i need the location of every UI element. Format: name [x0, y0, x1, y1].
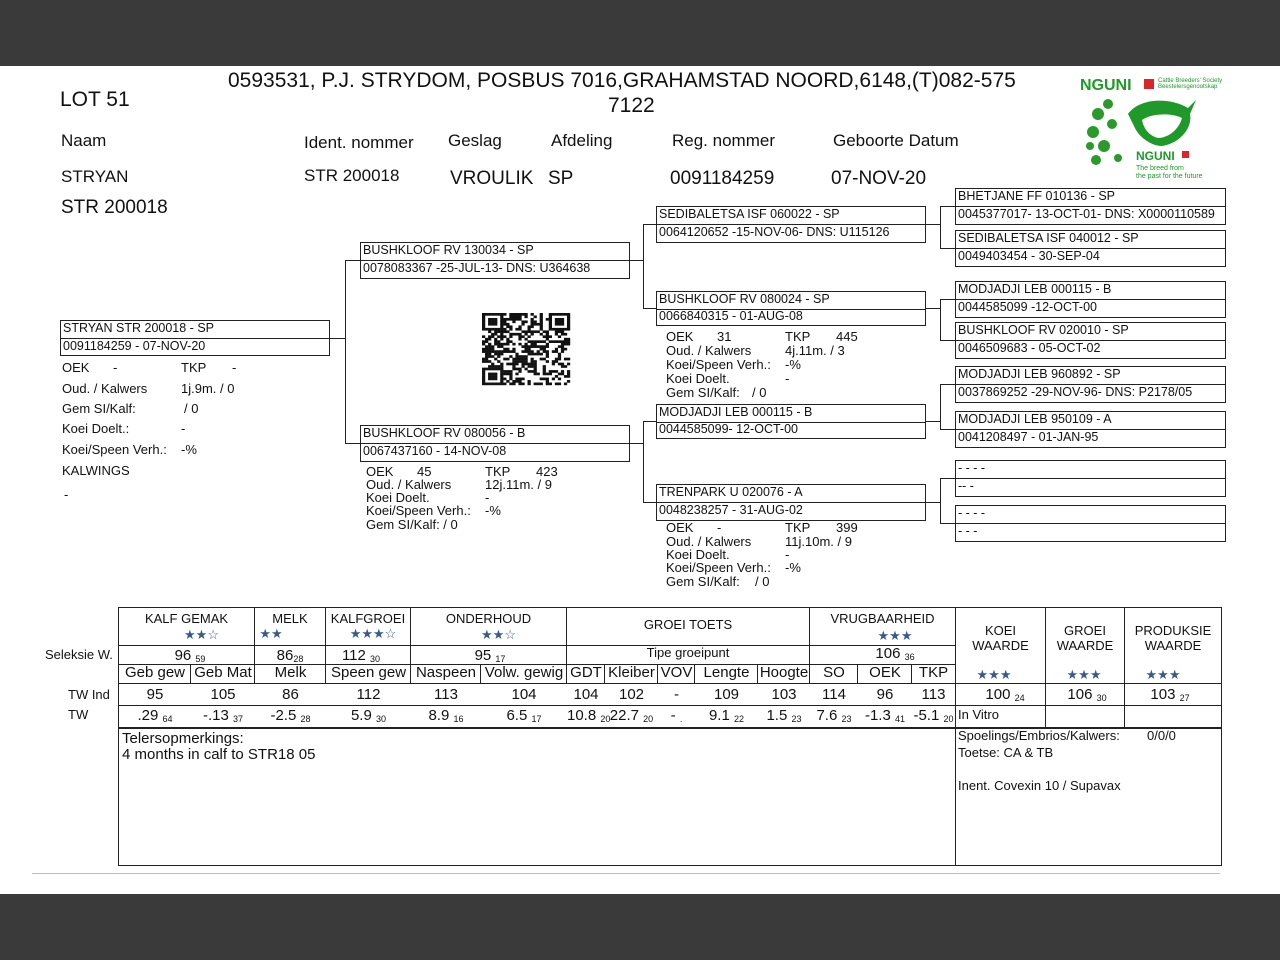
ss-line-2: 0064120652 -15-NOV-06- DNS: U115126	[659, 225, 890, 239]
gen3-5-line-1: MODJADJI LEB 960892 - SP	[958, 367, 1121, 381]
dd-tkp: 399	[836, 520, 858, 535]
col-header: Kleiber	[608, 664, 655, 681]
logo-tagline-1: The breed from	[1136, 165, 1184, 172]
pedigree-subject	[60, 320, 330, 356]
col-header: Volw. gewig	[484, 664, 564, 681]
tw-value-sub: 23	[791, 714, 802, 724]
tw-value-sub: 37	[233, 714, 244, 724]
dam-oek: 45	[417, 464, 432, 479]
subject-oek-label: OEK	[62, 360, 90, 375]
col-header: Lengte	[703, 664, 750, 681]
dd-tkp-label: TKP	[785, 520, 811, 535]
tw-value	[912, 707, 955, 724]
sel-melk-sub: 28	[293, 654, 304, 664]
inent-text: Inent. Covexin 10 / Supavax	[958, 778, 1121, 793]
group-vrugbaarheid-stars: ★★★	[877, 628, 913, 643]
dam-koei: -	[485, 490, 490, 505]
animal-name: STRYAN	[61, 167, 129, 186]
tw-ind-value: 112	[356, 686, 381, 703]
sire-line-2: 0078083367 -25-JUL-13- DNS: U364638	[363, 261, 591, 275]
tw-ind-value: 105	[210, 686, 236, 703]
logo-society-1: Cattle Breeders' Society	[1158, 78, 1223, 84]
subject-gem-label: Gem SI/Kalf:	[62, 401, 136, 416]
tw-value	[119, 707, 191, 724]
koei-waarde-stars: ★★★	[976, 667, 1012, 682]
subject-oud-label: Oud. / Kalwers	[62, 381, 148, 396]
pedigree-gen3-2	[955, 230, 1226, 267]
tw-ind-value: 95	[146, 686, 164, 703]
pedigree-sire-dam	[656, 291, 926, 326]
dd-oek-label: OEK	[666, 520, 694, 535]
tw-ind-value: 104	[511, 686, 537, 703]
sel-kalfgroei-value: 112	[341, 647, 366, 664]
group-onderhoud: ONDERHOUD	[445, 611, 532, 626]
col-header: Speen gew	[330, 664, 407, 681]
subject-oek: -	[113, 360, 118, 375]
subject-speen: -%	[181, 442, 197, 457]
tw-value	[411, 707, 481, 724]
koei-waarde-sub: 24	[1014, 693, 1025, 703]
col-header: GDT	[570, 664, 602, 681]
sd-koei: -	[785, 371, 790, 386]
gen3-3-line-2: 0044585099 -12-OCT-00	[958, 300, 1097, 314]
tw-ind-value: 103	[771, 686, 797, 703]
animal-ident: STR 200018	[304, 166, 400, 185]
qr-code	[482, 313, 570, 385]
produksie-waarde-l2: WAARDE	[1144, 638, 1202, 653]
koei-waarde-tw-ind	[965, 686, 1045, 703]
sel-melk	[260, 647, 320, 664]
top-dark-bar	[0, 0, 1280, 66]
dd-line-1: TRENPARK U 020076 - A	[659, 485, 803, 499]
tw-value-main: 6.5	[506, 707, 528, 724]
pedigree-gen3-7	[955, 460, 1226, 497]
gen3-4-line-1: BUSHKLOOF RV 020010 - SP	[958, 323, 1129, 337]
dam-oud: 12j.11m. / 9	[485, 477, 552, 492]
produksie-waarde-stars: ★★★	[1145, 667, 1181, 682]
tw-ind-value: -	[674, 686, 679, 703]
tipe-groeipunt: Tipe groeipunt	[646, 645, 730, 660]
sel-kalfgroei	[330, 647, 392, 664]
pedigree-gen3-1	[955, 188, 1226, 225]
label-geslag: Geslag	[448, 131, 502, 150]
ds-line-1: MODJADJI LEB 000115 - B	[659, 405, 813, 419]
tw-ind-value: 113	[921, 686, 946, 703]
label-reg: Reg. nommer	[672, 131, 775, 150]
groei-waarde-tw-ind	[1050, 686, 1124, 703]
pedigree-dam	[360, 425, 630, 462]
sel-vrugbaarheid-sub: 36	[904, 652, 915, 662]
col-header: Naspeen	[415, 664, 477, 681]
sel-vrugbaarheid	[865, 645, 925, 662]
toetse-text: Toetse: CA & TB	[958, 745, 1054, 760]
tw-value-main: 10.8	[567, 707, 597, 724]
subject-gem: / 0	[184, 401, 199, 416]
ds-line-2: 0044585099- 12-OCT-00	[659, 422, 798, 436]
sel-kalf-gemak-sub: 59	[195, 654, 206, 664]
dam-speen-label: Koei/Speen Verh.:	[366, 503, 471, 518]
tw-value	[191, 707, 255, 724]
label-afdeling: Afdeling	[551, 131, 613, 150]
tw-value-main: -.13	[202, 707, 229, 724]
animal-birth: 07-NOV-20	[831, 168, 927, 189]
dam-oek-label: OEK	[366, 464, 394, 479]
koei-waarde-l2: WAARDE	[972, 638, 1029, 653]
koei-waarde-l1: KOEI	[984, 623, 1017, 638]
tw-value-sub: .	[679, 714, 683, 724]
col-header: Geb gew	[124, 664, 186, 681]
ss-line-1: SEDIBALETSA ISF 060022 - SP	[659, 207, 840, 221]
tw-value-main: 5.9	[350, 707, 372, 724]
subject-tkp: -	[232, 360, 237, 375]
tw-ind-value: 114	[822, 686, 846, 703]
tw-ind-value: 109	[713, 686, 740, 703]
dam-oud-label: Oud. / Kalwers	[366, 477, 452, 492]
groei-waarde-stars: ★★★	[1066, 667, 1102, 682]
sd-oek-label: OEK	[666, 329, 694, 344]
group-kalfgroei: KALFGROEI	[330, 611, 406, 626]
pedigree-gen3-4	[955, 322, 1226, 359]
pedigree-gen3-5	[955, 366, 1226, 403]
tw-value-main: 8.9	[428, 707, 450, 724]
gen3-8-line-1: - - - -	[958, 506, 986, 520]
sd-speen: -%	[785, 357, 801, 372]
dd-oud: 11j.10m. / 9	[785, 534, 852, 549]
sd-speen-label: Koei/Speen Verh.:	[666, 357, 771, 372]
dam-line-2: 0067437160 - 14-NOV-08	[363, 444, 507, 458]
subject-line-1: STRYAN STR 200018 - SP	[63, 321, 214, 335]
col-header: SO	[823, 664, 845, 681]
pedigree-sire	[360, 242, 630, 279]
pedigree-gen3-8	[955, 505, 1226, 542]
gen3-2-line-2: 0049403454 - 30-SEP-04	[958, 249, 1100, 263]
sel-kalf-gemak-value: 96	[174, 647, 192, 664]
tw-ind-value: 104	[573, 686, 599, 703]
dd-gem: / 0	[755, 574, 770, 589]
col-header: Melk	[274, 664, 307, 681]
tw-value-main: -5.1	[913, 707, 940, 724]
subject-tkp-label: TKP	[181, 360, 207, 375]
dam-koei-label: Koei Doelt.	[366, 490, 430, 505]
tw-value-sub: 41	[895, 714, 906, 724]
tw-value	[758, 707, 810, 724]
sd-line-1: BUSHKLOOF RV 080024 - SP	[659, 292, 830, 306]
tw-value-main: 9.1	[708, 707, 730, 724]
sel-kalf-gemak	[150, 647, 230, 664]
group-melk-stars: ★★	[259, 626, 283, 641]
sd-tkp-label: TKP	[785, 329, 811, 344]
pedigree-gen3-3	[955, 281, 1226, 318]
dam-tkp-label: TKP	[485, 464, 511, 479]
sd-gem: / 0	[752, 385, 767, 400]
group-kalf-gemak: KALF GEMAK	[144, 611, 229, 626]
tw-ind-value: 86	[282, 686, 299, 703]
dd-koei-label: Koei Doelt.	[666, 547, 730, 562]
sel-onderhoud	[450, 647, 530, 664]
animal-reg: 0091184259	[670, 168, 775, 189]
tw-value	[567, 707, 611, 724]
produksie-waarde-l1: PRODUKSIE	[1134, 623, 1212, 638]
subject-speen-label: Koei/Speen Verh.:	[62, 442, 167, 457]
group-melk: MELK	[272, 611, 308, 626]
tw-value-sub: 23	[841, 714, 852, 724]
gen3-4-line-2: 0046509683 - 05-OCT-02	[958, 341, 1101, 355]
sd-gem-label: Gem SI/Kalf:	[666, 385, 740, 400]
groei-waarde-value: 106	[1067, 686, 1093, 703]
owner-line-1: 0593531, P.J. STRYDOM, POSBUS 7016,GRAHAMSTAD NOORD,6148,(T)082-575	[228, 69, 1016, 92]
sel-vrugbaarheid-value: 106	[875, 645, 901, 662]
dd-line-2: 0048238257 - 31-AUG-02	[659, 503, 803, 517]
subject-koei-label: Koei Doelt.:	[62, 421, 130, 436]
col-header: TKP	[918, 664, 949, 681]
col-header: VOV	[660, 664, 693, 681]
sel-onderhoud-sub: 17	[495, 654, 506, 664]
pedigree-dam-dam	[656, 484, 926, 521]
sel-onderhoud-value: 95	[474, 647, 492, 664]
sire-line-1: BUSHKLOOF RV 130034 - SP	[363, 243, 534, 257]
logo-society-2: Beestelersgenootskap	[1158, 84, 1218, 90]
produksie-waarde-sub: 27	[1179, 693, 1190, 703]
pedigree-sire-sire	[656, 206, 926, 243]
owner-line-2: 7122	[608, 94, 655, 117]
tw-value-sub: 22	[734, 714, 745, 724]
dd-speen-label: Koei/Speen Verh.:	[666, 560, 771, 575]
tw-value-sub: 17	[531, 714, 542, 724]
gen3-6-line-1: MODJADJI LEB 950109 - A	[958, 412, 1112, 426]
produksie-waarde-tw-ind	[1130, 686, 1210, 703]
pedigree-gen3-6	[955, 411, 1226, 448]
dam-tkp: 423	[536, 464, 558, 479]
remarks-label: Telersopmerkings:	[122, 730, 244, 747]
logo-tagline-2: the past for the future	[1136, 173, 1203, 180]
gen3-7-line-2: -- -	[958, 479, 974, 493]
tw-value	[326, 707, 411, 724]
subject-koei: -	[181, 421, 186, 436]
row-label-tw: TW	[68, 707, 89, 722]
label-geboorte: Geboorte Datum	[833, 131, 959, 150]
gen3-3-line-1: MODJADJI LEB 000115 - B	[958, 282, 1112, 296]
col-header: OEK	[869, 664, 901, 681]
subject-line-2: 0091184259 - 07-NOV-20	[63, 339, 206, 353]
tw-value-main: 1.5	[766, 707, 788, 724]
tw-ind-value: 96	[876, 686, 894, 703]
tw-ind-value: 113	[434, 686, 458, 703]
remarks-text: 4 months in calf to STR18 05	[122, 746, 316, 763]
subject-kalwings-label: KALWINGS	[62, 463, 130, 478]
groei-waarde-sub: 30	[1096, 693, 1107, 703]
tw-value-main: -2.5	[270, 707, 297, 724]
tw-value-sub: 28	[300, 714, 311, 724]
tw-value-main: -	[670, 707, 676, 724]
group-groei-toets: GROEI TOETS	[643, 617, 733, 632]
row-label-seleksie: Seleksie W.	[45, 647, 113, 662]
dd-speen: -%	[785, 560, 801, 575]
tw-ind-value: 102	[618, 686, 645, 703]
col-header: Hoogte	[759, 664, 809, 681]
gen3-1-line-2: 0045377017- 13-OCT-01- DNS: X0000110589	[958, 207, 1215, 221]
tw-value	[695, 707, 758, 724]
animal-sex: VROULIK	[450, 168, 534, 189]
gen3-6-line-2: 0041208497 - 01-JAN-95	[958, 430, 1099, 444]
tw-value	[255, 707, 326, 724]
logo-brand-text-2: NGUNI	[1136, 149, 1175, 163]
sd-oek: 31	[717, 329, 732, 344]
tw-value-sub: 20	[643, 714, 654, 724]
subject-kalwings: -	[64, 487, 69, 502]
dam-line-1: BUSHKLOOF RV 080056 - B	[363, 426, 526, 440]
tw-value-main: .29	[137, 707, 159, 724]
subject-oud: 1j.9m. / 0	[181, 381, 235, 396]
footer-rule	[32, 873, 1220, 874]
col-header: Geb Mat	[194, 664, 252, 681]
sd-koei-label: Koei Doelt.	[666, 371, 730, 386]
tw-value-main: 7.6	[816, 707, 838, 724]
group-kalf-gemak-stars: ★★☆	[184, 627, 219, 642]
group-kalfgroei-stars: ★★★☆	[349, 626, 397, 641]
tw-value-main: -1.3	[864, 707, 891, 724]
label-ident: Ident. nommer	[304, 133, 414, 152]
pedigree-dam-sire	[656, 404, 926, 439]
groei-waarde-l2: WAARDE	[1056, 638, 1114, 653]
sd-oud-label: Oud. / Kalwers	[666, 343, 752, 358]
dd-gem-label: Gem SI/Kalf:	[666, 574, 740, 589]
bottom-dark-bar	[0, 894, 1280, 960]
nguni-logo	[1078, 74, 1223, 180]
row-label-tw-ind: TW Ind	[68, 687, 110, 702]
animal-ident-large: STR 200018	[61, 197, 168, 218]
in-vitro-label: In Vitro	[958, 707, 999, 722]
tw-value-sub: 64	[162, 714, 173, 724]
group-vrugbaarheid: VRUGBAARHEID	[830, 611, 935, 626]
tw-value	[481, 707, 567, 724]
logo-brand-text: NGUNI	[1080, 77, 1132, 94]
sel-kalfgroei-sub: 30	[370, 654, 381, 664]
tw-value	[605, 707, 658, 724]
dam-gem-label: Gem SI/Kalf: / 0	[366, 517, 458, 532]
groei-waarde-l1: GROEI	[1064, 623, 1106, 638]
sel-melk-value: 86	[276, 647, 294, 664]
group-onderhoud-stars: ★★☆	[481, 627, 516, 642]
dd-oud-label: Oud. / Kalwers	[666, 534, 752, 549]
tw-value-sub: 20	[600, 714, 611, 724]
gen3-7-line-1: - - - -	[958, 461, 986, 475]
tw-value-sub: 16	[453, 714, 464, 724]
dd-koei: -	[785, 547, 790, 562]
produksie-waarde-value: 103	[1150, 686, 1176, 703]
gen3-2-line-1: SEDIBALETSA ISF 040012 - SP	[958, 231, 1139, 245]
tw-value-main: 22.7	[609, 707, 639, 724]
spoelings-value: 0/0/0	[1147, 728, 1176, 743]
dam-speen: -%	[485, 503, 501, 518]
tw-value	[810, 707, 858, 724]
animal-section: SP	[548, 168, 574, 189]
tw-value-sub: 30	[376, 714, 387, 724]
gen3-8-line-2: - - -	[958, 524, 978, 538]
gen3-1-line-1: BHETJANE FF 010136 - SP	[958, 189, 1116, 203]
dd-oek: -	[717, 520, 722, 535]
koei-waarde-value: 100	[985, 686, 1011, 703]
spoelings-label: Spoelings/Embrios/Kalwers:	[958, 728, 1120, 743]
gen3-5-line-2: 0037869252 -29-NOV-96- DNS: P2178/05	[958, 385, 1193, 399]
sd-line-2: 0066840315 - 01-AUG-08	[659, 309, 803, 323]
tw-value-sub: 20	[943, 714, 954, 724]
tw-value	[858, 707, 912, 724]
tw-value	[658, 707, 695, 724]
sd-oud: 4j.11m. / 3	[785, 343, 845, 358]
sd-tkp: 445	[836, 329, 858, 344]
label-naam: Naam	[61, 131, 107, 150]
lot-number: LOT 51	[60, 88, 130, 111]
